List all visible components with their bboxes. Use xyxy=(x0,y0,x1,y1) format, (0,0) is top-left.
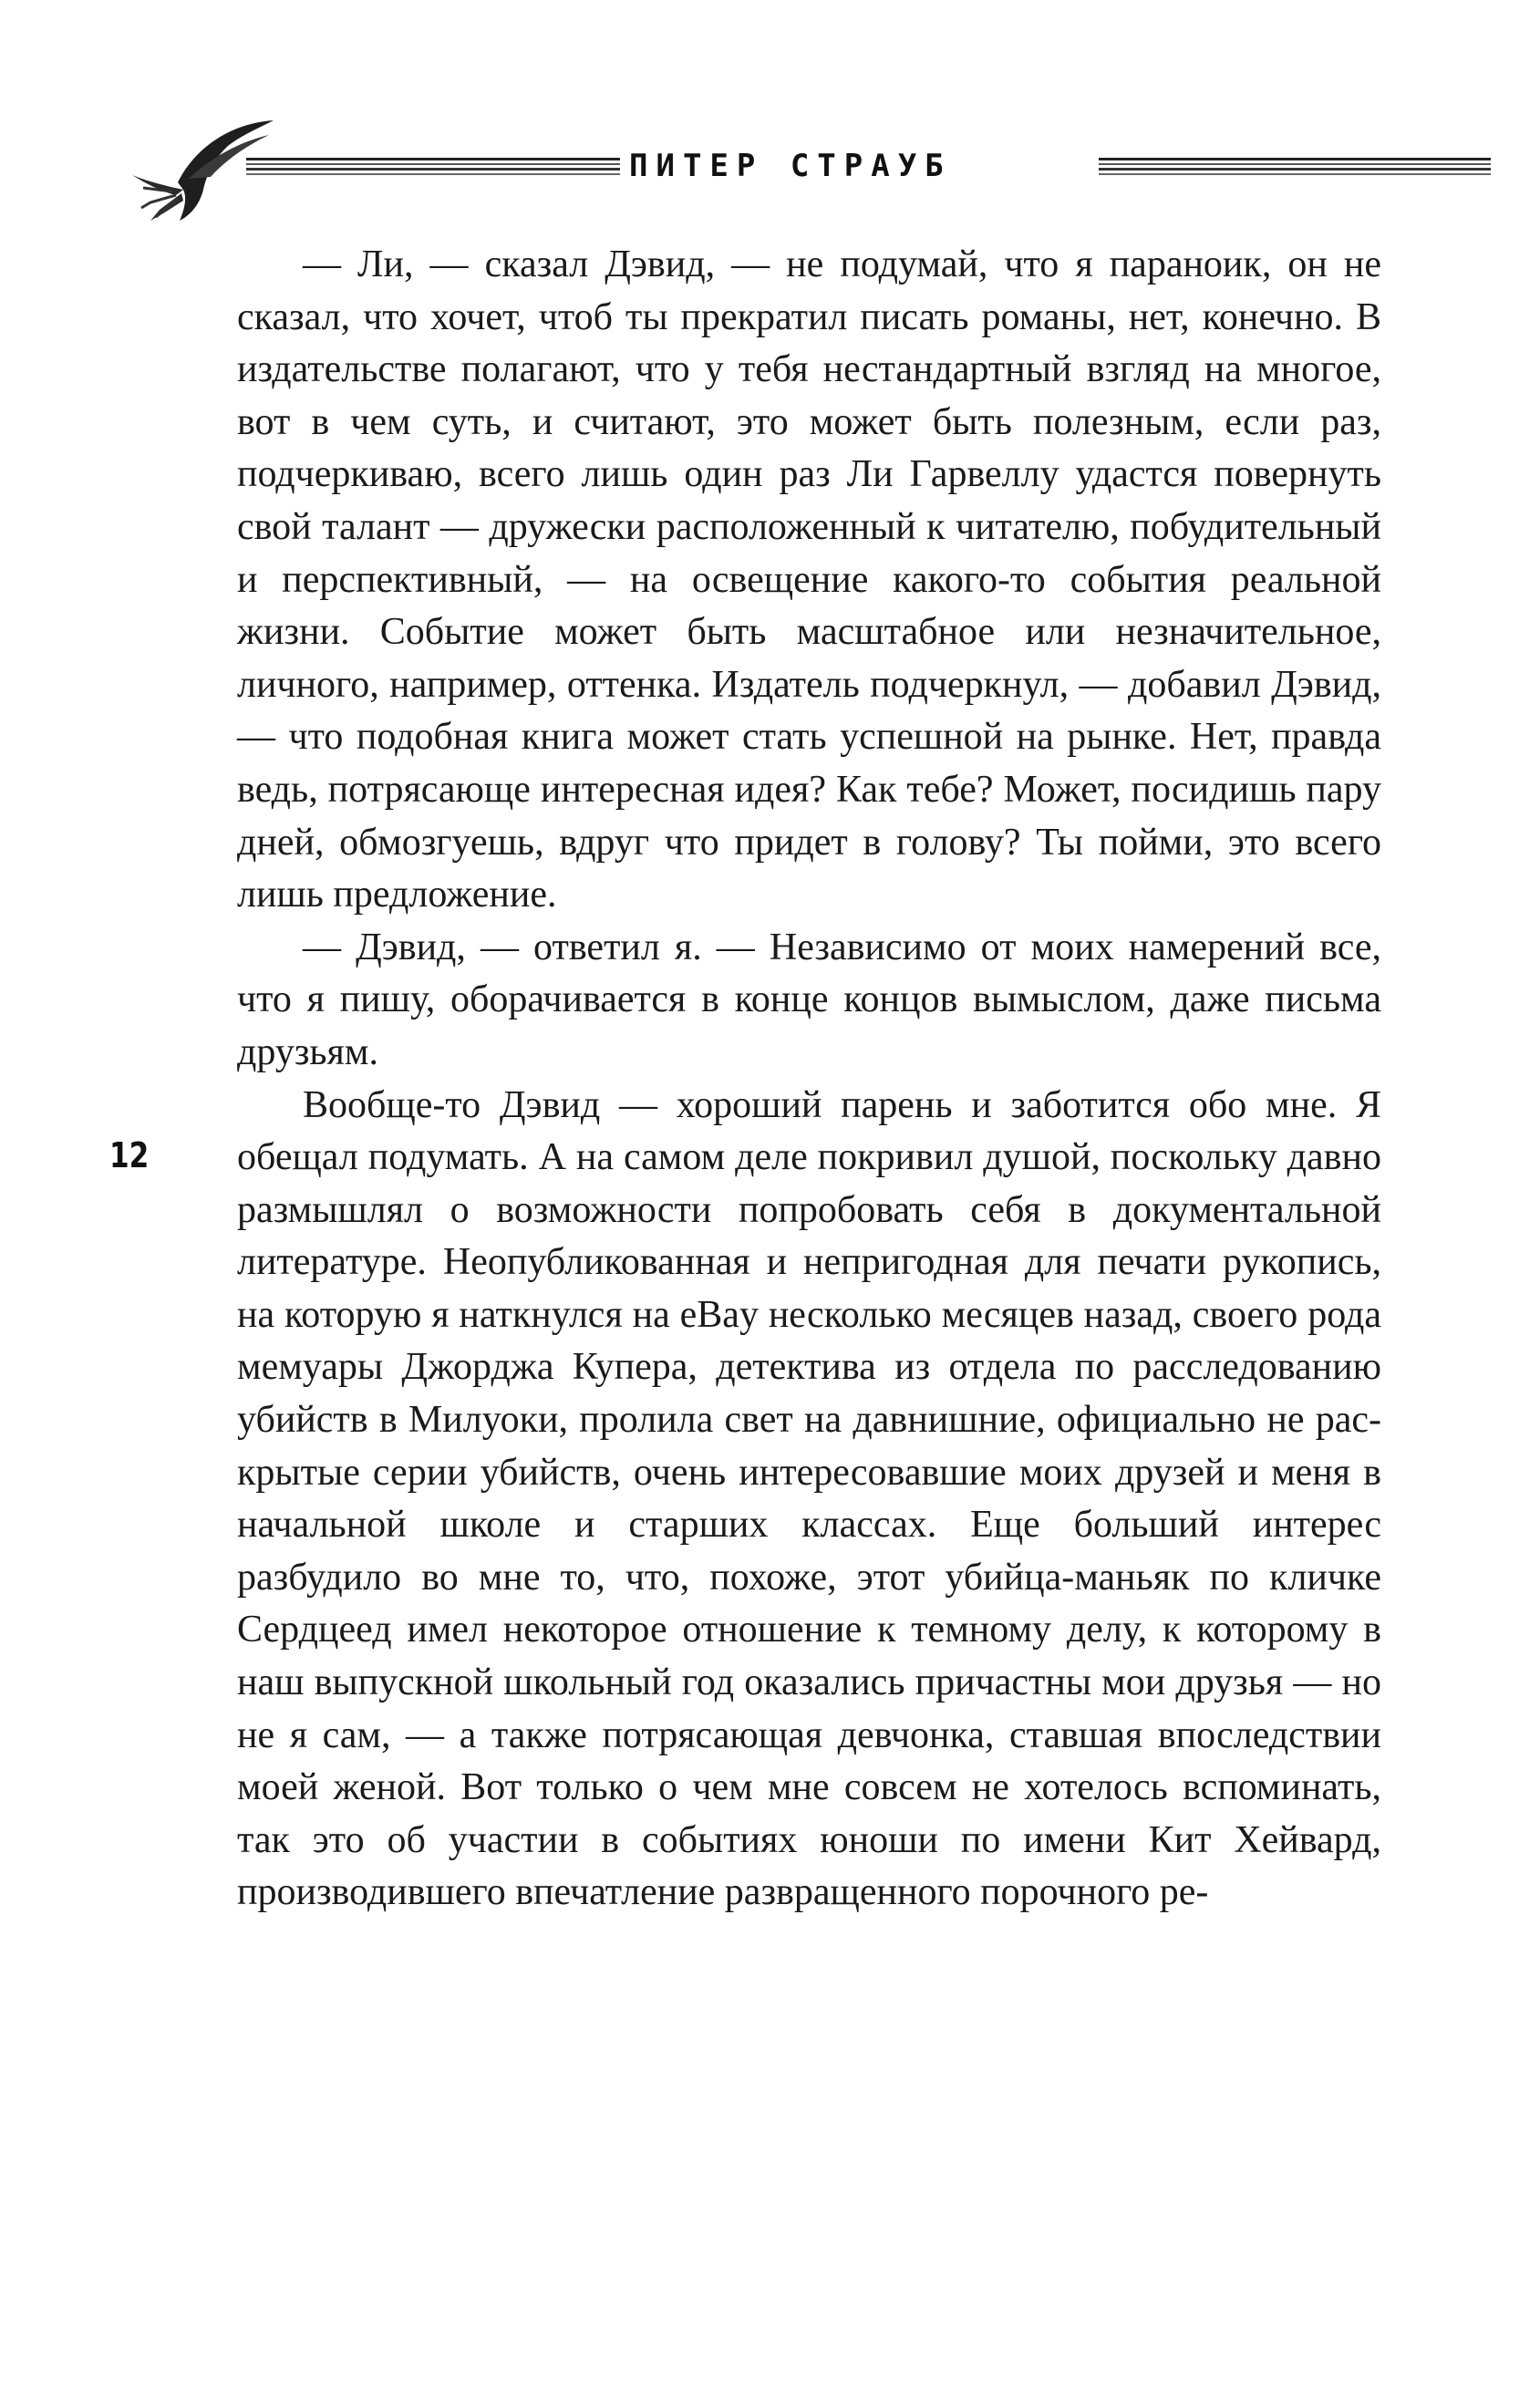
running-head-author: ПИТЕР СТРАУБ xyxy=(629,148,952,184)
header-rule-left xyxy=(246,155,620,179)
paragraph: Вообще-то Дэвид — хороший парень и заботится обо мне. Я обещал подумать. А на самом деле покривил душой, поскольку давно размышлял о возможности попробовать себя в документальной литературе. Неопубликованная и непригодная для печати рукопись, на которую я наткнулся на eBay несколько месяцев назад, своего рода мемуары Джорджа Купера, детектива из отдела по расследованию убийств в Милуоки, пролила свет на давнишние, официально не раскрытые серии убийств, очень интересовавшие моих друзей и меня в начальной школе и старших классах. Еще больший интерес разбудило во мне то, что, похоже, этот убийца-маньяк по кличке Сердцеед имел некоторое отношение к темному делу, к которому в наш выпускной школьный год оказались причастны мои друзья — но не я сам, — а также потрясающая девчонка, ставшая впоследствии моей женой. Вот только о чем мне совсем не хотелось вспоминать, так это об участии в событиях юноши по имени Кит Хейвард, производившего впечатление развращенного порочного ре- xyxy=(237,1083,1381,1914)
running-header xyxy=(0,119,1540,228)
paragraph: — Дэвид, — ответил я. — Независимо от моих намерений все, что я пишу, оборачивается в конце концов вымыслом, даже письма друзьям. xyxy=(237,926,1381,1073)
page-number: 12 xyxy=(109,1135,150,1175)
body-text xyxy=(237,239,1381,1920)
header-rule-right xyxy=(1099,155,1491,179)
paragraph: — Ли, — сказал Дэвид, — не подумай, что я параноик, он не сказал, что хочет, чтоб ты прекратил писать романы, нет, конечно. В издательстве полагают, что у тебя нестандартный взгляд на многое, вот в чем суть, и считают, это может быть полезным, если раз, подчеркиваю, всего лишь один раз Ли Гарвеллу удастся повернуть свой талант — дружески расположенный к читателю, побудительный и перспективный, — на освещение какого-то события реальной жизни. Событие может быть масштабное или незначительное, личного, например, оттенка. Издатель подчеркнул, — добавил Дэвид, — что подобная книга может стать успешной на рынке. Нет, правда ведь, потрясающе интересная идея? Как тебе? Может, посидишь пару дней, обмозгуешь, вдруг что придет в голову? Ты пойми, это всего лишь предложение. xyxy=(237,243,1381,916)
